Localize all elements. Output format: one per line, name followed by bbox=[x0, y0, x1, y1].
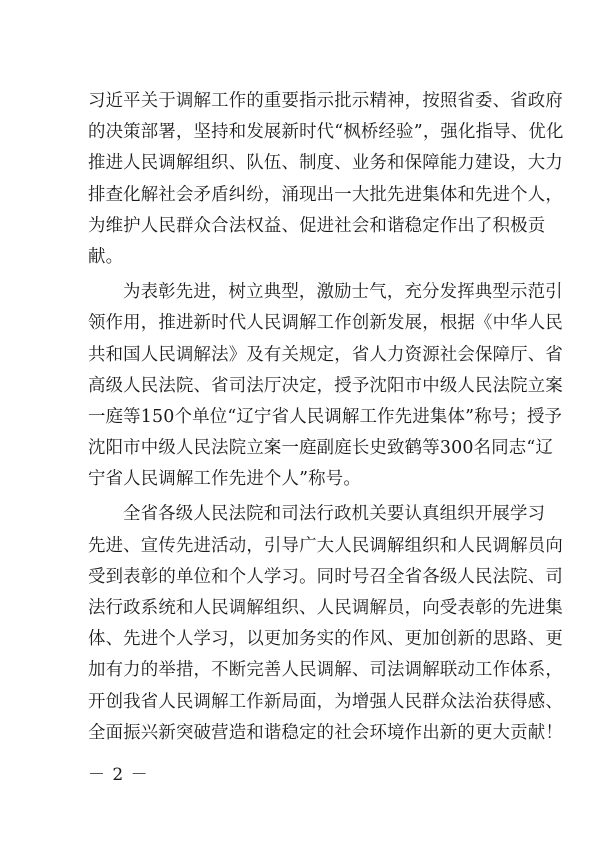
text-line: 法行政系统和人民调解组织、人民调解员，向受表彰的先进集 bbox=[88, 598, 563, 618]
text-line: 加有力的举措，不断完善人民调解、司法调解联动工作体系， bbox=[88, 660, 563, 681]
text-line: 沈阳市中级人民法院立案一庭副庭长史致鹤等300名同志“辽 bbox=[88, 438, 554, 459]
text-line: 开创我省人民调解工作新局面，为增强人民群众法治获得感、 bbox=[88, 691, 563, 712]
text-line: 全省各级人民法院和司法行政机关要认真组织开展学习 bbox=[123, 504, 546, 525]
paragraph-2 bbox=[88, 277, 563, 495]
text-line: 一庭等150个单位“辽宁省人民调解工作先进集体”称号；授予 bbox=[88, 406, 563, 427]
text-line: 受到表彰的单位和个人学习。同时号召全省各级人民法院、司 bbox=[88, 566, 563, 587]
page-number: － 2 － bbox=[88, 765, 149, 785]
paragraph-1 bbox=[88, 86, 564, 273]
text-line: 排查化解社会矛盾纠纷，涌现出一大批先进集体和先进个人， bbox=[88, 184, 563, 205]
text-line: 为维护人民群众合法权益、促进社会和谐稳定作出了积极贡 bbox=[88, 215, 546, 236]
text-line: 先进、宣传先进活动，引导广大人民调解组织和人民调解员向 bbox=[88, 535, 563, 556]
text-line: 体、先进个人学习，以更加务实的作风、更加创新的思路、更 bbox=[88, 629, 563, 650]
text-line: 习近平关于调解工作的重要指示批示精神，按照省委、省政府 bbox=[88, 91, 563, 111]
body-text bbox=[88, 86, 564, 753]
text-line: 全面振兴新突破营造和谐稳定的社会环境作出新的更大贡献！ bbox=[88, 722, 563, 743]
text-line: 为表彰先进，树立典型，激励士气，充分发挥典型示范引 bbox=[123, 282, 563, 303]
text-line: 共和国人民调解法》及有关规定，省人力资源社会保障厅、省 bbox=[88, 344, 563, 365]
text-line: 高级人民法院、省司法厅决定，授予沈阳市中级人民法院立案 bbox=[88, 375, 563, 396]
text-line: 的决策部署，坚持和发展新时代“枫桥经验”，强化指导、优化 bbox=[88, 122, 564, 143]
text-line: 献。 bbox=[88, 246, 124, 267]
text-line: 领作用，推进新时代人民调解工作创新发展，根据《中华人民 bbox=[88, 313, 563, 334]
paragraph-3 bbox=[88, 499, 563, 749]
text-line: 推进人民调解组织、队伍、制度、业务和保障能力建设，大力 bbox=[88, 153, 563, 174]
text-line: 宁省人民调解工作先进个人”称号。 bbox=[88, 469, 361, 490]
